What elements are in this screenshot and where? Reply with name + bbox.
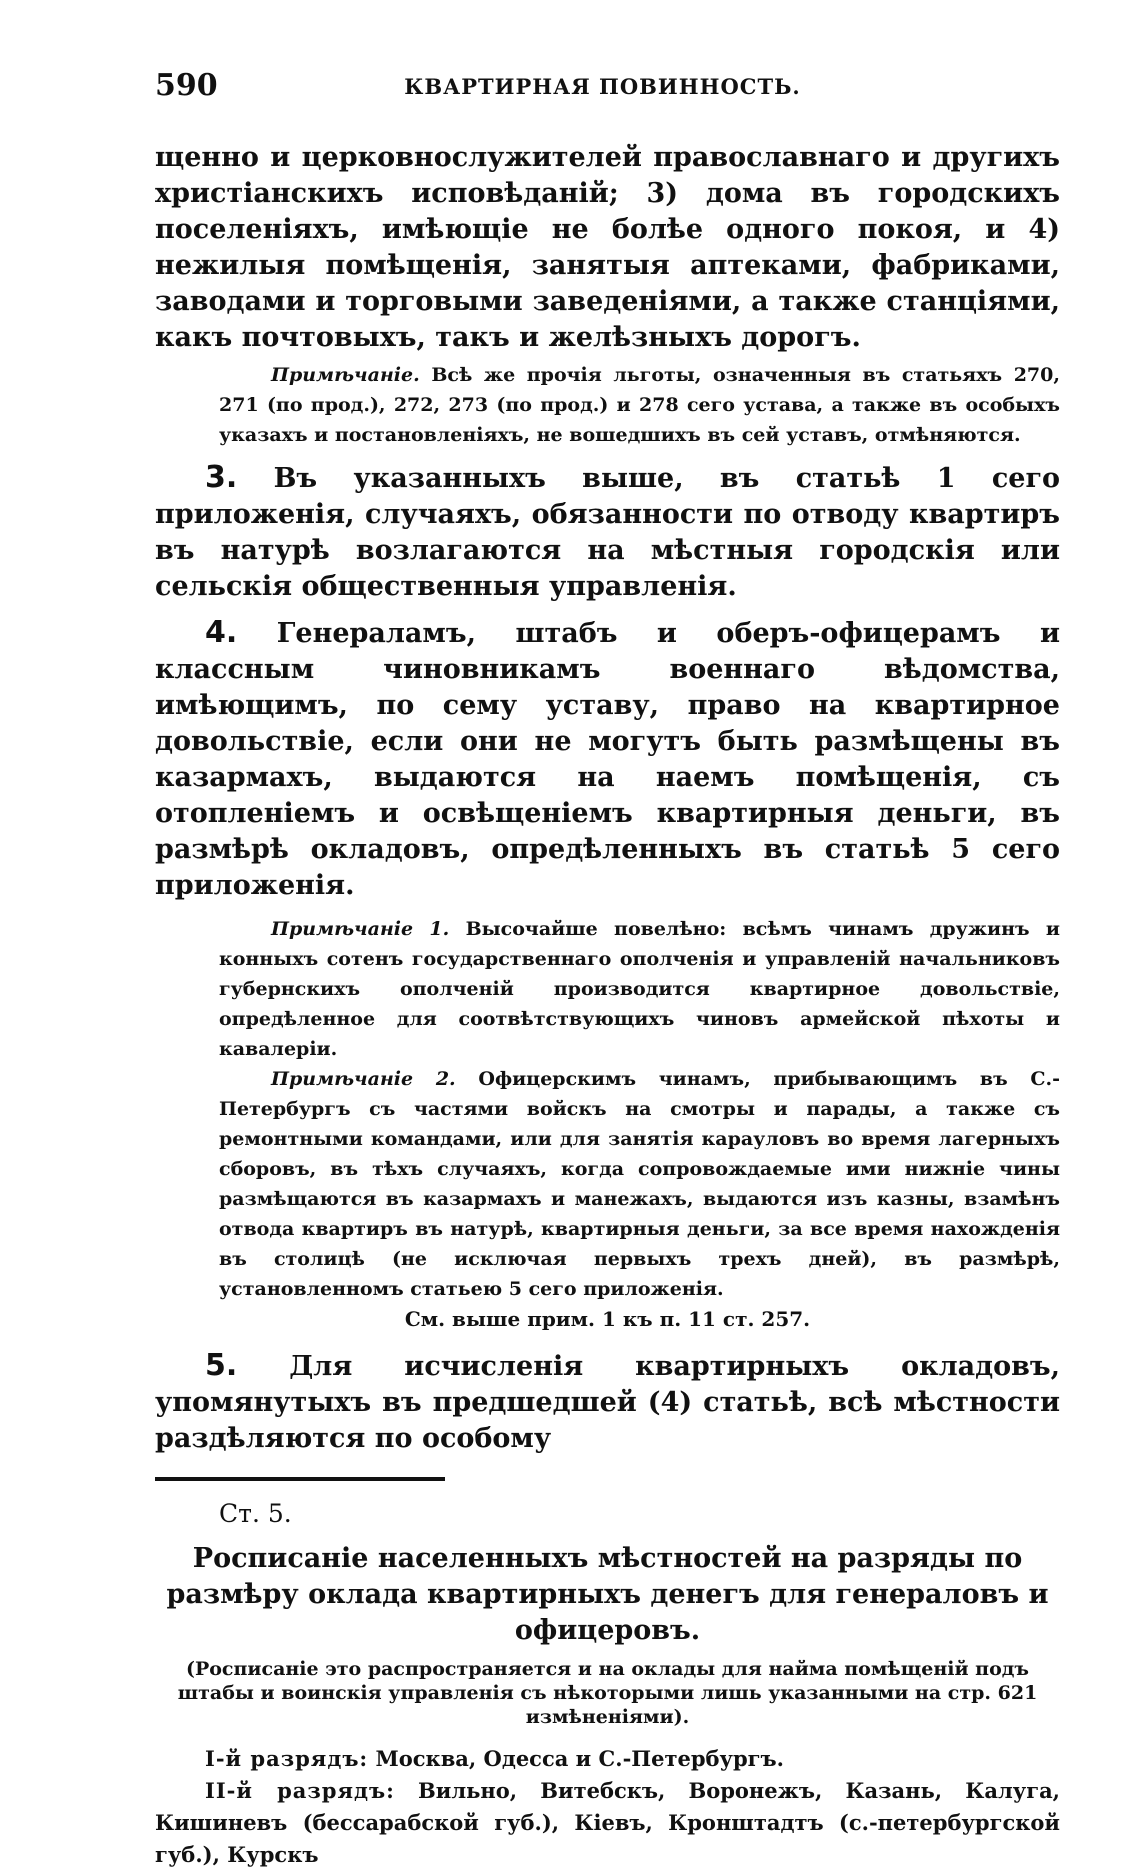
schedule-article-label: Ст. 5. — [219, 1499, 292, 1528]
article-4-number: 4. — [205, 615, 238, 650]
article-5-text: Для исчисленія квартирныхъ окладовъ, упомянутыхъ въ предшедшей (4) статьѣ, всѣ мѣстности раздѣляются по особому — [155, 1351, 1060, 1454]
page-body — [155, 140, 1060, 1871]
category-2-text: Вильно, Витебскъ, Воронежъ, Казань, Калуга, Кишиневъ (бессарабской губ.), Кіевъ, Кронштадтъ (с.-петербургской губ.), Курскъ — [155, 1778, 1060, 1867]
article-3-text: Въ указанныхъ выше, въ статьѣ 1 сего приложенія, случаяхъ, обязанности по отводу квартиръ въ натурѣ возлагаются на мѣстныя городскія или сельскія общественныя управленія. — [155, 463, 1061, 602]
category-2 — [155, 1775, 1060, 1871]
article-5 — [155, 1348, 1060, 1457]
category-1-label: I-й разрядъ: — [205, 1746, 369, 1771]
article-5-number: 5. — [205, 1348, 238, 1383]
see-reference: См. выше прим. 1 къ п. 11 ст. 257. — [404, 1307, 811, 1331]
category-1 — [155, 1743, 1060, 1775]
note-1 — [219, 914, 1060, 1064]
page-header — [155, 68, 1050, 108]
note-2-text: Офицерскимъ чинамъ, прибывающимъ въ С.-Петербургъ съ частями войскъ на смотры и парады, а также съ ремонтными командами, или для занятія карауловъ во время лагерныхъ сборовъ, въ тѣхъ случаяхъ, когда сопровождаемые ими нижніе чины размѣщаются въ казармахъ и манежахъ, выдаются изъ казны, взамѣнъ отвода квартиръ въ натурѣ, квартирныя деньги, за все время нахожденія въ столицѣ (не исключая первыхъ трехъ дней), въ размѣрѣ, установленномъ статьею 5 сего приложенія. — [219, 1068, 1060, 1300]
article-3-number: 3. — [205, 460, 238, 495]
note-1-text: Высочайше повелѣно: всѣмъ чинамъ дружинъ и конныхъ сотенъ государственнаго ополченія и управленій начальниковъ губернскихъ ополченій производится квартирное довольствіе, опредѣленное для соотвѣтствующихъ чиновъ армейской пѣхоты и кавалеріи. — [219, 918, 1060, 1060]
schedule-note: (Росписаніе это распространяется и на оклады для найма помѣщеній подъ штабы и воинскія управленія съ нѣкоторыми лишь указанными на стр. 621 измѣненіями). — [177, 1658, 1038, 1728]
category-2-label: II-й разрядъ: — [205, 1778, 395, 1803]
footnote-divider — [155, 1477, 445, 1481]
schedule-title: Росписаніе населенныхъ мѣстностей на разряды по размѣру оклада квартирныхъ денегъ для генераловъ и офицеровъ. — [166, 1543, 1049, 1646]
category-1-text: Москва, Одесса и С.-Петербургъ. — [375, 1746, 784, 1771]
note-general-text: Всѣ же прочія льготы, означенныя въ статьяхъ 270, 271 (по прод.), 272, 273 (по прод.) и 278 сего устава, а также въ особыхъ указахъ и постановленіяхъ, не вошедшихъ въ сей уставъ, отмѣняются. — [219, 364, 1060, 446]
article-4-text: Генераламъ, штабъ и оберъ-офицерамъ и классным чиновникамъ военнаго вѣдомства, имѣющимъ, по сему уставу, право на квартирное довольствіе, если они не могутъ быть размѣщены въ казармахъ, выдаются на наемъ помѣщенія, съ отопленіемъ и освѣщеніемъ квартирныя деньги, въ размѣрѣ окладовъ, опредѣленныхъ въ статьѣ 5 сего приложенія. — [155, 618, 1060, 901]
article-4 — [155, 615, 1060, 904]
note-2-label: Примѣчаніе 2. — [271, 1068, 456, 1090]
page-number: 590 — [155, 68, 218, 103]
article-3 — [155, 460, 1060, 605]
note-2 — [219, 1064, 1060, 1304]
note-general — [219, 360, 1060, 450]
running-title: КВАРТИРНАЯ ПОВИННОСТЬ. — [404, 74, 801, 99]
note-1-label: Примѣчаніе 1. — [271, 918, 450, 940]
continuation-paragraph: щенно и церковнослужителей православнаго и другихъ христіанскихъ исповѣданій; 3) дома въ городскихъ поселеніяхъ, имѣющіе не болѣе одного покоя, и 4) нежилыя помѣщенія, занятыя аптеками, фабриками, заводами и торговыми заведеніями, а также станціями, какъ почтовыхъ, такъ и желѣзныхъ дорогъ. — [155, 142, 1060, 353]
note-general-label: Примѣчаніе. — [271, 364, 420, 386]
